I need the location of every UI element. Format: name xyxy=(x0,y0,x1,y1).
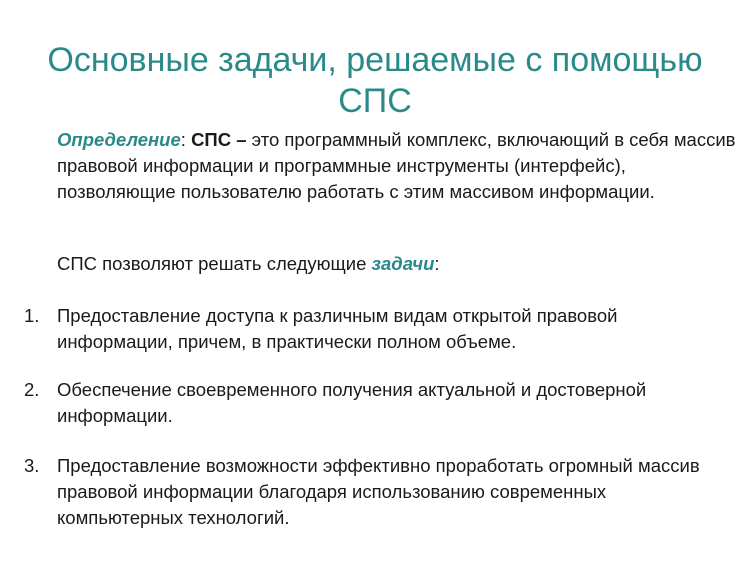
title-line-1: Основные задачи, решаемые с помощью xyxy=(47,41,703,79)
definition-colon: : xyxy=(180,129,192,150)
intro-text: СПС позволяют решать следующие xyxy=(57,253,372,274)
task-number: 1. xyxy=(24,305,40,326)
tasks-intro xyxy=(57,251,737,277)
intro-colon: : xyxy=(434,253,440,274)
slide-title xyxy=(0,40,750,122)
task-number: 3. xyxy=(24,455,40,476)
task-text: Предоставление доступа к различным видам открытой правовой информации, причем, в практически полном объеме. xyxy=(57,305,618,352)
task-item xyxy=(24,453,734,531)
definition-text: это программный комплекс, включающий в себя массив правовой информации и программные инструменты (интерфейс), позволяющие пользователю работать с этим массивом информации. xyxy=(57,129,736,202)
task-item xyxy=(24,303,734,355)
task-text: Предоставление возможности эффективно проработать огромный массив правовой информации благодаря использованию современных компьютерных технологий. xyxy=(57,455,700,528)
definition-paragraph xyxy=(57,127,737,205)
title-line-2: СПС xyxy=(338,82,412,120)
intro-accent-word: задачи xyxy=(371,253,435,274)
task-number: 2. xyxy=(24,379,40,400)
task-text: Обеспечение своевременного получения актуальной и достоверной информации. xyxy=(57,379,647,426)
definition-subject: СПС – xyxy=(191,129,247,150)
task-item xyxy=(24,377,734,429)
definition-term: Определение xyxy=(57,129,181,150)
